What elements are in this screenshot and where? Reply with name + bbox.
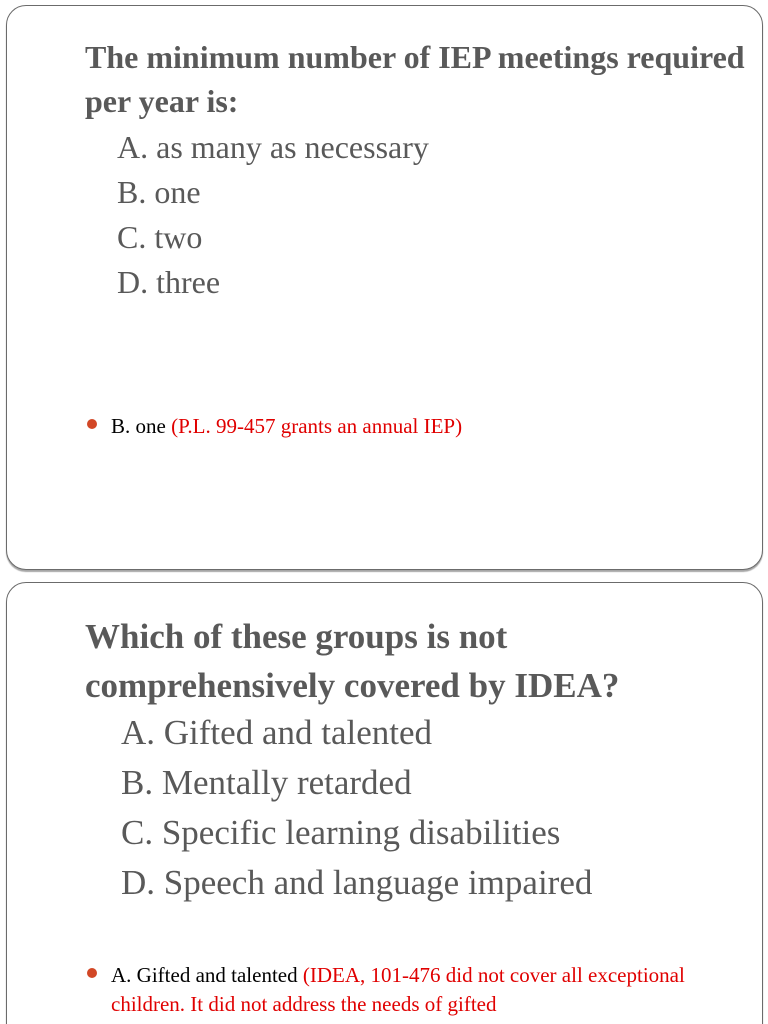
option-d: D. three [117,264,221,300]
slide-card-2 [6,582,763,1024]
slide-card-1 [6,5,763,570]
option-a: A. as many as necessary [117,129,429,165]
answer-bullet [87,961,727,1019]
question-title: The minimum number of IEP meetings required per year is: [85,39,745,119]
answer-bullet [87,412,727,441]
option-b: B. one [117,174,201,210]
bullet-dot-icon [87,419,97,429]
answer-label: A. Gifted and talented [111,963,298,987]
option-b: B. Mentally retarded [121,763,412,802]
option-c: C. Specific learning disabilities [121,813,561,852]
answer-text [87,412,727,441]
answer-note: (IDEA, 101-476 did not cover all exceptional children. It did not address the needs of gifted [111,963,685,1016]
answer-note: (P.L. 99-457 grants an annual IEP) [171,414,463,438]
answer-text [87,961,727,1019]
option-d: D. Speech and language impaired [121,863,593,902]
answer-options-list [121,708,592,908]
option-a: A. Gifted and talented [121,713,433,752]
option-c: C. two [117,219,203,255]
bullet-dot-icon [87,968,97,978]
answer-label: B. one [111,414,166,438]
question-title: Which of these groups is not comprehensively covered by IDEA? [85,617,620,705]
answer-options-list [117,125,429,305]
